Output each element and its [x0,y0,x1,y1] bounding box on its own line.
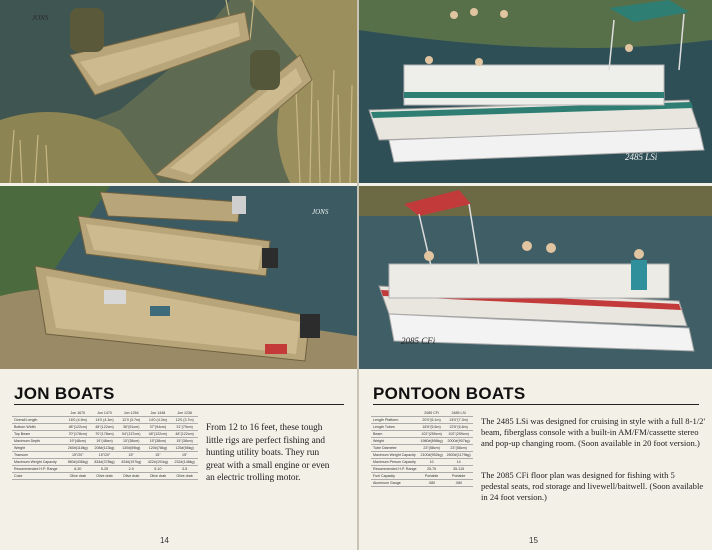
pontoon-spec-cell: .080 [445,480,473,487]
pontoon-spec-row [371,466,473,473]
jon-spec-cell: 6-30 [64,466,91,473]
jon-spec-row [12,438,198,445]
pontoon-spec-row [371,424,473,431]
jon-spec-cell: 834#(378kg) [91,459,118,466]
jon-spec-cell: 232#(148kg) [171,459,198,466]
jon-spec-row-label: Weight [12,445,64,452]
jon-spec-cell: 15" [171,452,198,459]
pontoon-spec-cell: 2000#(907kg) [445,438,473,445]
pontoon-spec-row [371,473,473,480]
jon-spec-row [12,424,198,431]
jon-spec-row [12,459,198,466]
pontoon-spec-cell: 23"(58cm) [445,445,473,452]
jon-spec-cell: 31"(79cm) [171,424,198,431]
jon-spec-row-label: Color [12,473,64,480]
pontoon-spec-cell: 20'0"(6.1m) [418,417,444,424]
pontoon-spec-cell: .080 [418,480,444,487]
jon-spec-col-header: Jon 1236 [171,410,198,417]
jon-spec-row-label: Transom [12,452,64,459]
section-title-pontoon-boats: PONTOON BOATS [373,384,526,403]
pontoon-2485-description: The 2485 LSi was designed for cruising in style with a full 8-1/2' beam, fiberglass console with a built-in AM/FM/cassette stereo and pop-up changing room. (Soon available in 20 foot version.) [481,416,705,449]
jon-spec-col-header: Jon 1470 [91,410,118,417]
jon-spec-cell: 15"(38cm) [171,438,198,445]
jon-spec-row-label: Overall Length [12,417,64,424]
pontoon-spec-cell: 23"(58cm) [418,445,444,452]
pontoon-spec-cell: 24'0"(7.3m) [445,417,473,424]
photo-jon-boats-lineup [0,186,357,369]
jon-spec-cell: 16'0 (4.9m) [64,417,91,424]
jon-spec-cell: 120#(78kg) [145,445,172,452]
jon-spec-cell: 70"(178cm) [91,431,118,438]
jon-spec-table [12,410,198,480]
page-number-15: 15 [529,536,538,545]
pontoon-spec-cell: 1980#(898kg) [420,439,443,443]
pontoon-spec-cell: Portable [418,473,444,480]
pontoon-spec-row [371,480,473,487]
jon-spec-row [12,417,198,424]
pontoon-spec-cell: 35-115 [445,466,473,473]
pontoon-spec-cell: 22'6"(6.8m) [445,424,473,431]
jon-spec-cell: 15"/20" [64,452,91,459]
jon-spec-cell: 15"/20" [91,452,118,459]
pontoon-spec-row [371,452,473,459]
jon-spec-cell: 15"(38cm) [145,438,172,445]
jon-spec-cell: 260#(118kg) [64,445,91,452]
pontoon-spec-row [371,445,473,452]
pontoon-spec-row-label: Maximum Weight Capacity [371,452,418,459]
jon-spec-cell: 48"(122cm) [91,424,118,431]
pontoon-spec-table [371,410,473,487]
pontoon-spec-row-label: Weight [371,438,418,445]
pontoon-spec-cell: 102"(259cm) [418,431,444,438]
jon-spec-row-label: Bottom Width [12,424,64,431]
jon-spec-cell: 422#(191kg) [145,459,172,466]
jon-spec-cell: Olive drab [145,473,172,480]
pontoon-spec-row-label: Beam [371,431,418,438]
jon-spec-row-label: Top Beam [12,431,64,438]
pontoon-spec-row-label: Recommended H.P. Range [373,467,417,471]
jon-spec-cell: 48"(122cm) [64,424,91,431]
pontoon-spec-row-label: Tube Diameter [371,445,418,452]
jon-spec-col-header: Jon 1254 [118,410,145,417]
jon-spec-cell: 3-5 [171,466,198,473]
jon-spec-row [12,466,198,473]
pontoon-spec-col-header: 2485 LSi [445,410,473,417]
pontoon-spec-cell: 25-75 [418,466,444,473]
jon-spec-cell: Olive drab [118,473,145,480]
jon-spec-cell: 5-25 [91,466,118,473]
jon-spec-cell: 14'0 (4.3m) [145,417,172,424]
jon-spec-row-label: Maximum Weight Capacity [12,459,64,466]
jon-spec-cell: 5-10 [145,466,172,473]
pontoon-spec-row [371,431,473,438]
photo-caption-jons: JONS [32,14,49,22]
pontoon-spec-row-label: Aluminum Gauge [371,480,418,487]
photo-caption-jons-2: JONS [312,208,329,216]
jon-spec-col-header: Jon 1448 [145,410,172,417]
jon-spec-cell: 434#(197kg) [118,459,145,466]
pontoon-spec-cell: 18'6"(5.6m) [418,424,444,431]
jon-spec-cell: 15" [118,452,145,459]
pontoon-spec-row-label: Fuel Capacity [371,473,418,480]
photo-jon-boats-hunters [0,0,357,183]
jon-spec-row [12,445,198,452]
jon-spec-cell: 15"(38cm) [118,438,145,445]
jon-spec-row [12,431,198,438]
photo-caption-2085: 2085 CFi [401,336,436,346]
pontoon-spec-row-label: Length Tubes [371,424,418,431]
title-rule-right [373,404,699,405]
jon-spec-cell: 70"(178cm) [64,431,91,438]
jon-spec-row [12,473,198,480]
jon-spec-cell: 960#(436kg) [64,459,91,466]
jon-spec-row [12,452,198,459]
pontoon-spec-row-label: Maximum Person Capacity [371,459,418,466]
page-number-14: 14 [160,536,169,545]
pontoon-spec-cell: 14 [445,459,473,466]
pontoon-spec-row-label: Length Platform [371,417,418,424]
jon-spec-row-label: Recommended H.P. Range [12,466,64,473]
jon-spec-cell: 54"(137cm) [118,431,145,438]
pontoon-spec-row [371,459,473,466]
photo-pontoon-2085 [359,186,712,369]
pontoon-spec-cell: 2100#(952kg) [420,453,443,457]
jon-spec-cell: 37"(94cm) [145,424,172,431]
jon-spec-cell: 19"(48cm) [91,438,118,445]
pontoon-spec-cell: Portable [445,473,473,480]
jon-spec-cell: 2-9 [118,466,145,473]
jon-spec-cell: 130#(59kg) [118,445,145,452]
pontoon-spec-cell: 102"(259cm) [445,431,473,438]
jon-spec-cell: Olive drab [171,473,198,480]
photo-pontoon-2485 [359,0,712,183]
pontoon-spec-row [371,438,473,445]
pontoon-spec-row [371,417,473,424]
jon-spec-cell: 48"(122cm) [171,431,198,438]
jon-spec-row-label: Maximum Depth [12,438,64,445]
pontoon-2085-description: The 2085 CFi floor plan was designed for fishing with 5 pedestal seats, rod storage and livewell/baitwell. (Soon available in 24 foot version.) [481,470,704,503]
section-title-jon-boats: JON BOATS [14,384,115,403]
pontoon-spec-cell: 2600#(1179kg) [446,453,471,457]
pontoon-spec-col-header: 2085 CFi [418,410,444,417]
jon-spec-cell: 208#(113kg) [91,445,118,452]
title-rule [14,404,344,405]
jon-spec-cell: 48"(122cm) [145,431,172,438]
jon-spec-cell: 15" [145,452,172,459]
jon-spec-cell: 14'0 (4.3m) [91,417,118,424]
jon-spec-cell: 12'0 (3.7m) [171,417,198,424]
jon-spec-cell: Olive drab [91,473,118,480]
photo-caption-2485: 2485 LSi [625,152,658,162]
jon-description: From 12 to 16 feet, these tough little rigs are perfect fishing and hunting utility boats. They run great with a small engine or even an electric trolling motor. [206,423,330,484]
jon-spec-cell: Olive drab [64,473,91,480]
jon-spec-cell: 36"(91cm) [118,424,145,431]
jon-spec-cell: 19"(48cm) [64,438,91,445]
pontoon-spec-cell: 10 [418,459,444,466]
page-pontoon-boats [359,0,712,550]
jon-spec-cell: 125#(56kg) [171,445,198,452]
jon-spec-col-header: Jon 1670 [64,410,91,417]
jon-spec-cell: 12'0 (3.7m) [118,417,145,424]
